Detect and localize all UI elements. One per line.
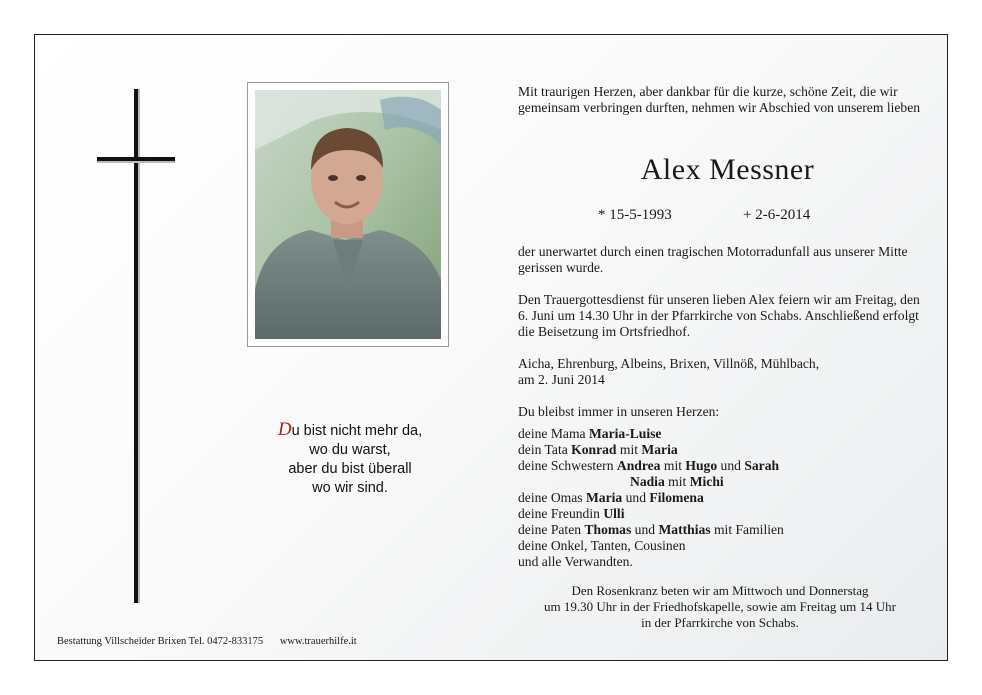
intro-text: Mit traurigen Herzen, aber dankbar für die kurze, schöne Zeit, die wir gemeinsam verbringen durften, nehmen wir Abschied von unserem lieben <box>518 84 921 115</box>
list-item: deine Omas Maria und Filomena <box>518 490 704 505</box>
footer <box>57 636 371 647</box>
list-item: Nadia mit Michi <box>630 474 724 489</box>
quote-line-2: wo du warst, <box>309 442 391 458</box>
cross-vertical-bar <box>134 89 138 603</box>
list-item: deine Onkel, Tanten, Cousinen <box>518 538 686 553</box>
memorial-quote <box>250 420 450 498</box>
list-item: deine Schwestern Andrea mit Hugo und Sarah <box>518 458 780 473</box>
quote-line-4: wo wir sind. <box>312 480 388 496</box>
rosary-notice: Den Rosenkranz beten wir am Mittwoch und Donnerstag um 19.30 Uhr in der Friedhofskapelle, sowie am Freitag um 14 Uhr in der Pfarrkirche von Schabs. <box>543 583 896 630</box>
quote-line-3: aber du bist überall <box>288 461 412 477</box>
website-link[interactable]: www.trauerhilfe.it <box>279 636 357 647</box>
cross-horizontal-bar <box>97 157 175 161</box>
photo-frame <box>247 82 449 347</box>
portrait-photo <box>255 90 441 339</box>
list-item: und alle Verwandten. <box>518 554 633 569</box>
place-date <box>518 356 928 388</box>
cause-text: der unerwartet durch einen tragischen Motorradunfall aus unserer Mitte gerissen wurde. <box>518 244 908 275</box>
service-text: Den Trauergottesdienst für unseren lieben Alex feiern wir am Freitag, den 6. Juni um 14.30 Uhr in der Pfarrkirche von Schabs. Anschließend erfolgt die Beisetzung im Ortsfriedhof. <box>518 292 920 339</box>
death-date: + 2-6-2014 <box>743 207 811 223</box>
deceased-name: Alex Messner <box>640 153 815 186</box>
places: Aicha, Ehrenburg, Albeins, Brixen, Villnöß, Mühlbach, <box>518 356 820 371</box>
family-list <box>518 426 938 570</box>
list-item: deine Freundin Ulli <box>518 506 625 521</box>
birth-date: * 15-5-1993 <box>598 207 672 223</box>
list-item: deine Mama Maria-Luise <box>518 426 662 441</box>
quote-initial: D <box>277 419 292 440</box>
list-item: deine Paten Thomas und Matthias mit Familien <box>518 522 784 537</box>
date-line: am 2. Juni 2014 <box>518 372 605 387</box>
list-item: dein Tata Konrad mit Maria <box>518 442 678 457</box>
company-info: Bestattung Villscheider Brixen Tel. 0472-833175 <box>57 636 264 647</box>
quote-line-1: u bist nicht mehr da, <box>291 423 423 439</box>
remember-text: Du bleibst immer in unseren Herzen: <box>518 404 720 419</box>
